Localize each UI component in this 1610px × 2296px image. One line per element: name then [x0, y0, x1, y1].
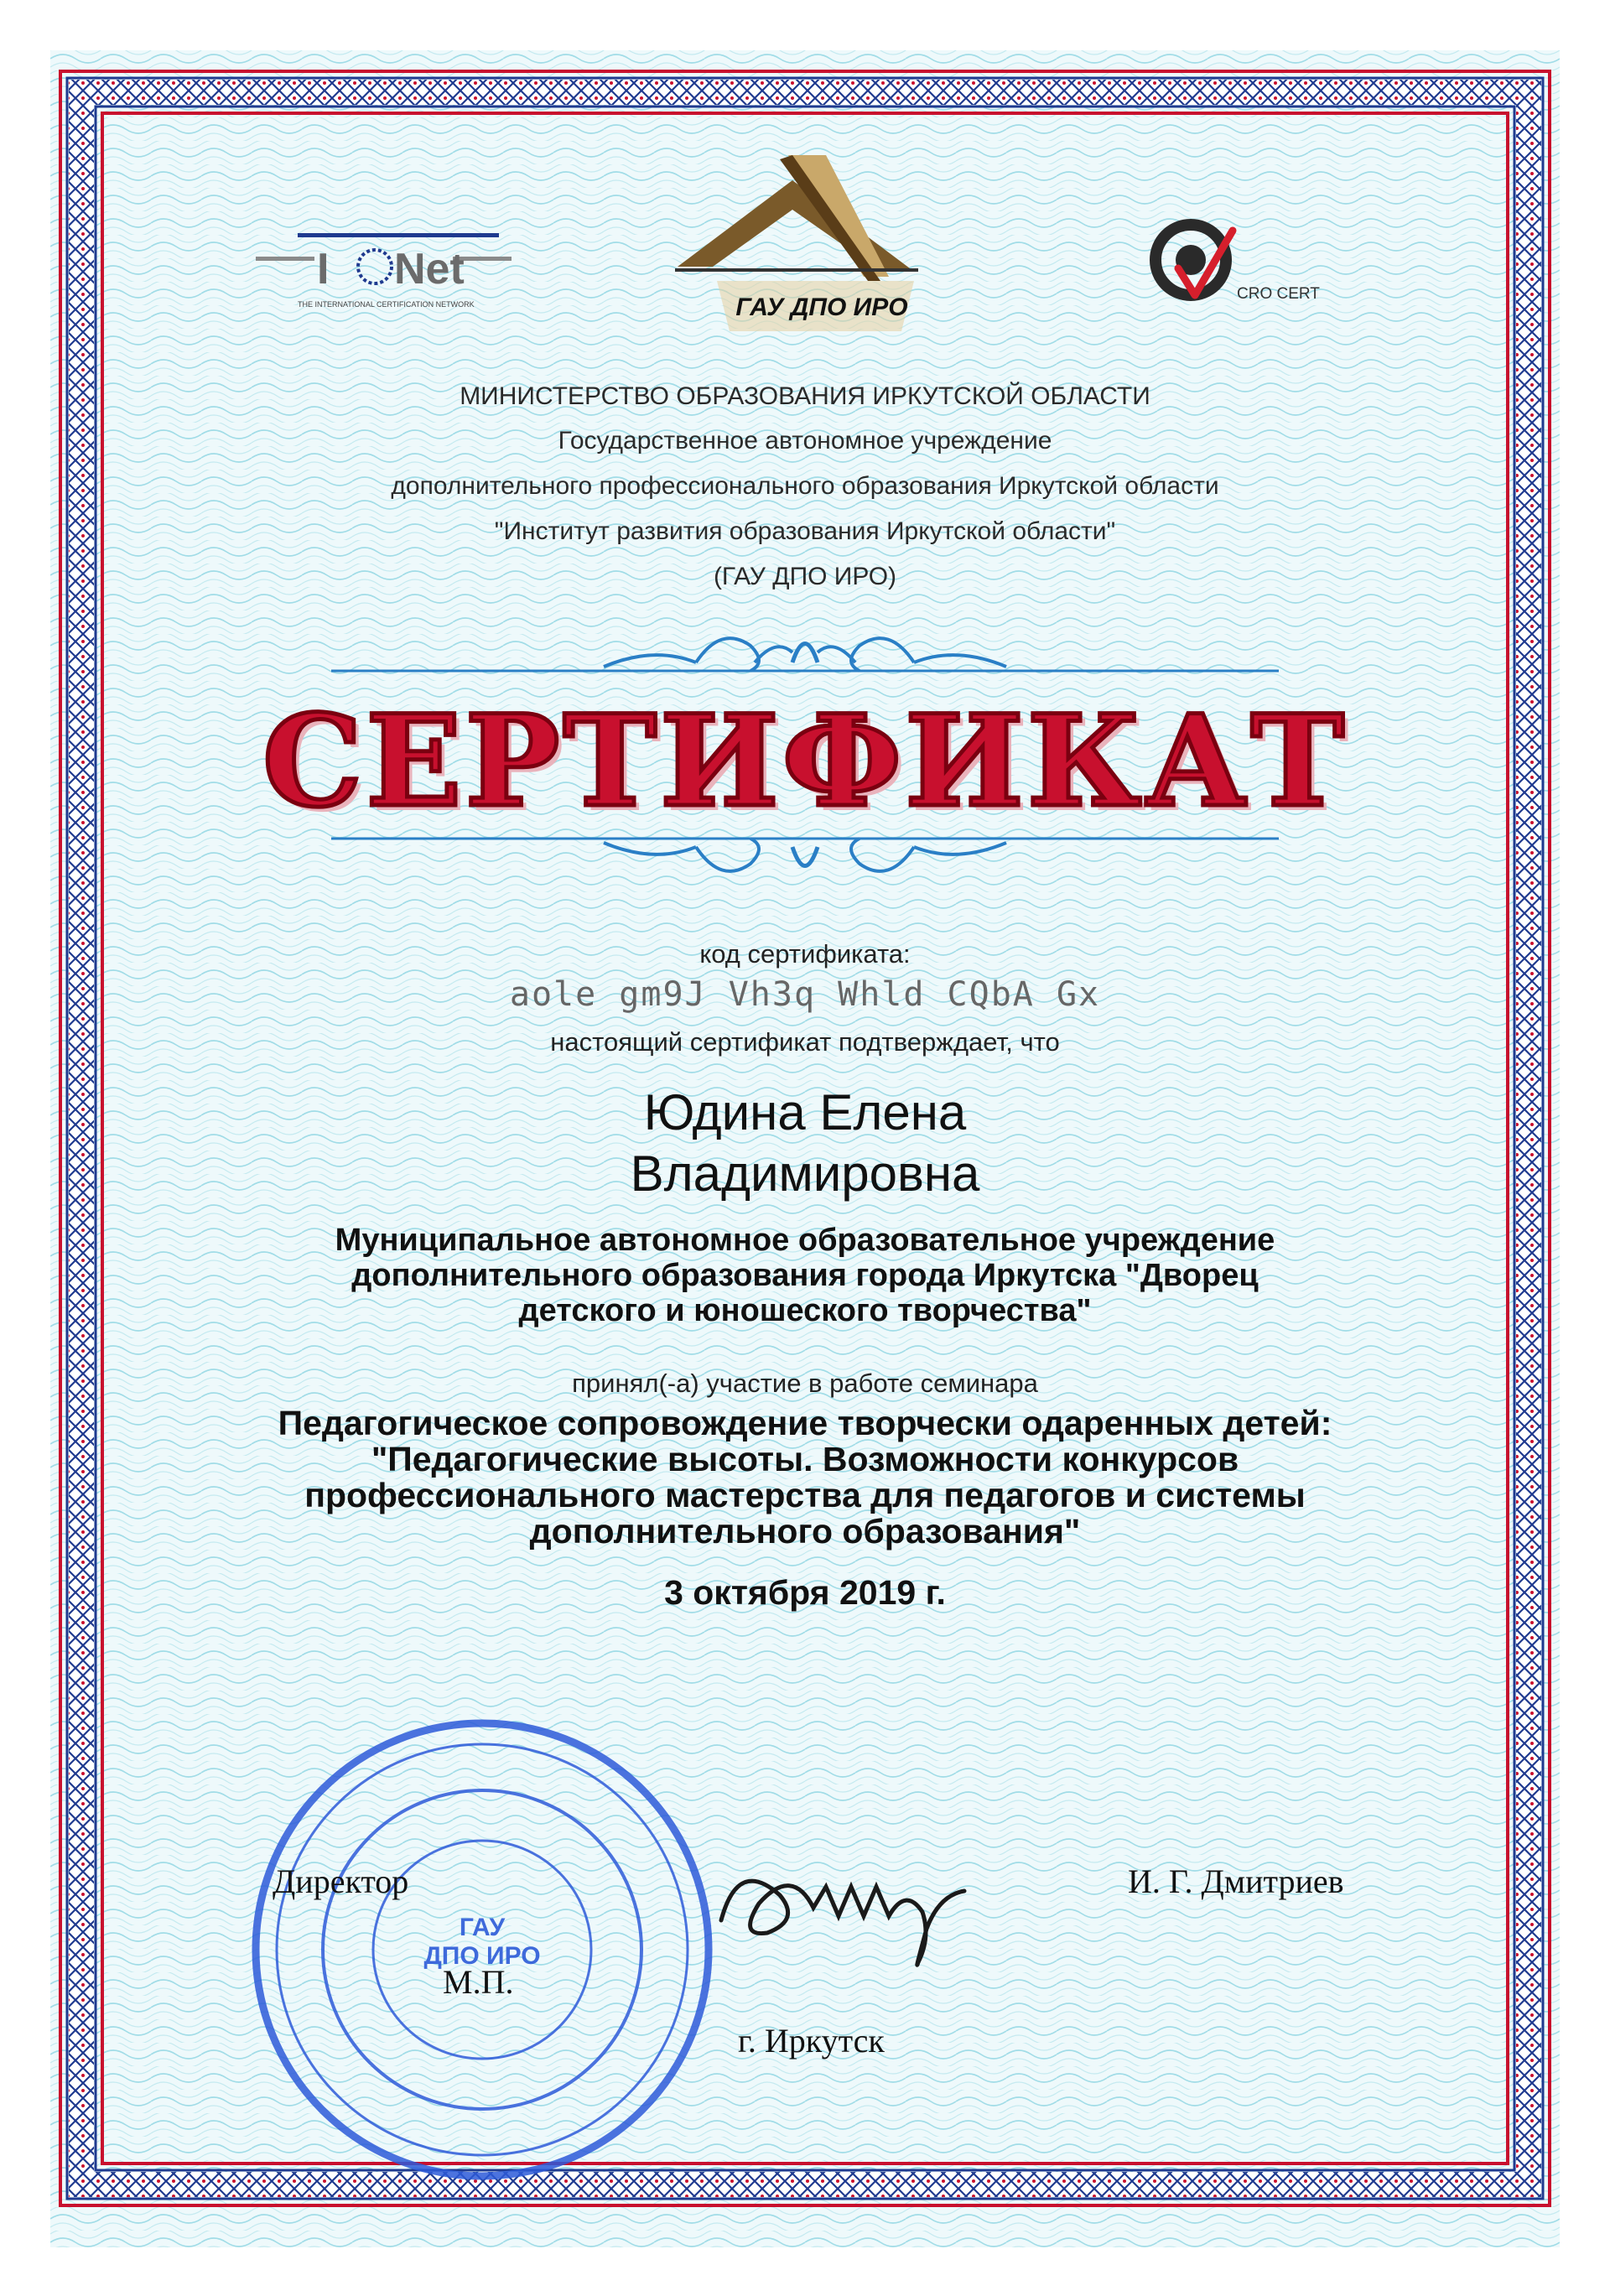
certificate-code: aole gm9J Vh3q Whld CQbA Gx — [509, 975, 1101, 1014]
director-title: Директор — [273, 1862, 409, 1900]
header-institution-field: дополнительного профессионального образования Иркутской области — [391, 472, 1219, 500]
organization-line2: дополнительного образования города Иркутска "Дворец — [351, 1258, 1259, 1293]
seminar-line3: профессионального мастерства для педагогов и системы — [304, 1476, 1306, 1514]
director-name: И. Г. Дмитриев — [1128, 1862, 1344, 1900]
certificate-title: СЕРТИФИКАТ — [262, 688, 1348, 835]
seminar-line1: Педагогическое сопровождение творчески одаренных детей: — [278, 1404, 1332, 1442]
header-institution-name: "Институт развития образования Иркутской области" — [494, 517, 1116, 545]
stamp-place-label: М.П. — [443, 1963, 514, 2001]
stamp-center-line2: ДПО ИРО — [423, 1942, 541, 1970]
city-label: г. Иркутск — [738, 2022, 885, 2060]
confirmation-text: настоящий сертификат подтверждает, что — [550, 1027, 1060, 1057]
svg-text:Net: Net — [394, 245, 465, 293]
iro-logo-label: ГАУ ДПО ИРО — [735, 293, 908, 321]
event-date: 3 октября 2019 г. — [664, 1573, 946, 1612]
iqnet-tagline: THE INTERNATIONAL CERTIFICATION NETWORK — [298, 300, 475, 309]
stamp-center-line1: ГАУ — [459, 1914, 506, 1941]
participation-text: принял(-а) участие в работе семинара — [572, 1369, 1038, 1398]
header-ministry: МИНИСТЕРСТВО ОБРАЗОВАНИЯ ИРКУТСКОЙ ОБЛАСТИ — [460, 382, 1150, 410]
svg-text:I: I — [317, 245, 330, 293]
code-label: код сертификата: — [699, 939, 911, 969]
recipient-name-line2: Владимировна — [630, 1145, 980, 1202]
organization-line1: Муниципальное автономное образовательное учреждение — [335, 1223, 1275, 1258]
crocert-label: CRO CERT — [1237, 285, 1320, 303]
header-abbreviation: (ГАУ ДПО ИРО) — [713, 563, 897, 590]
seminar-line4: дополнительного образования" — [529, 1512, 1081, 1551]
recipient-name-line1: Юдина Елена — [643, 1084, 967, 1140]
header-institution-type: Государственное автономное учреждение — [558, 427, 1052, 455]
seminar-line2: "Педагогические высоты. Возможности конкурсов — [371, 1440, 1239, 1478]
organization-line3: детского и юношеского творчества" — [518, 1293, 1092, 1328]
